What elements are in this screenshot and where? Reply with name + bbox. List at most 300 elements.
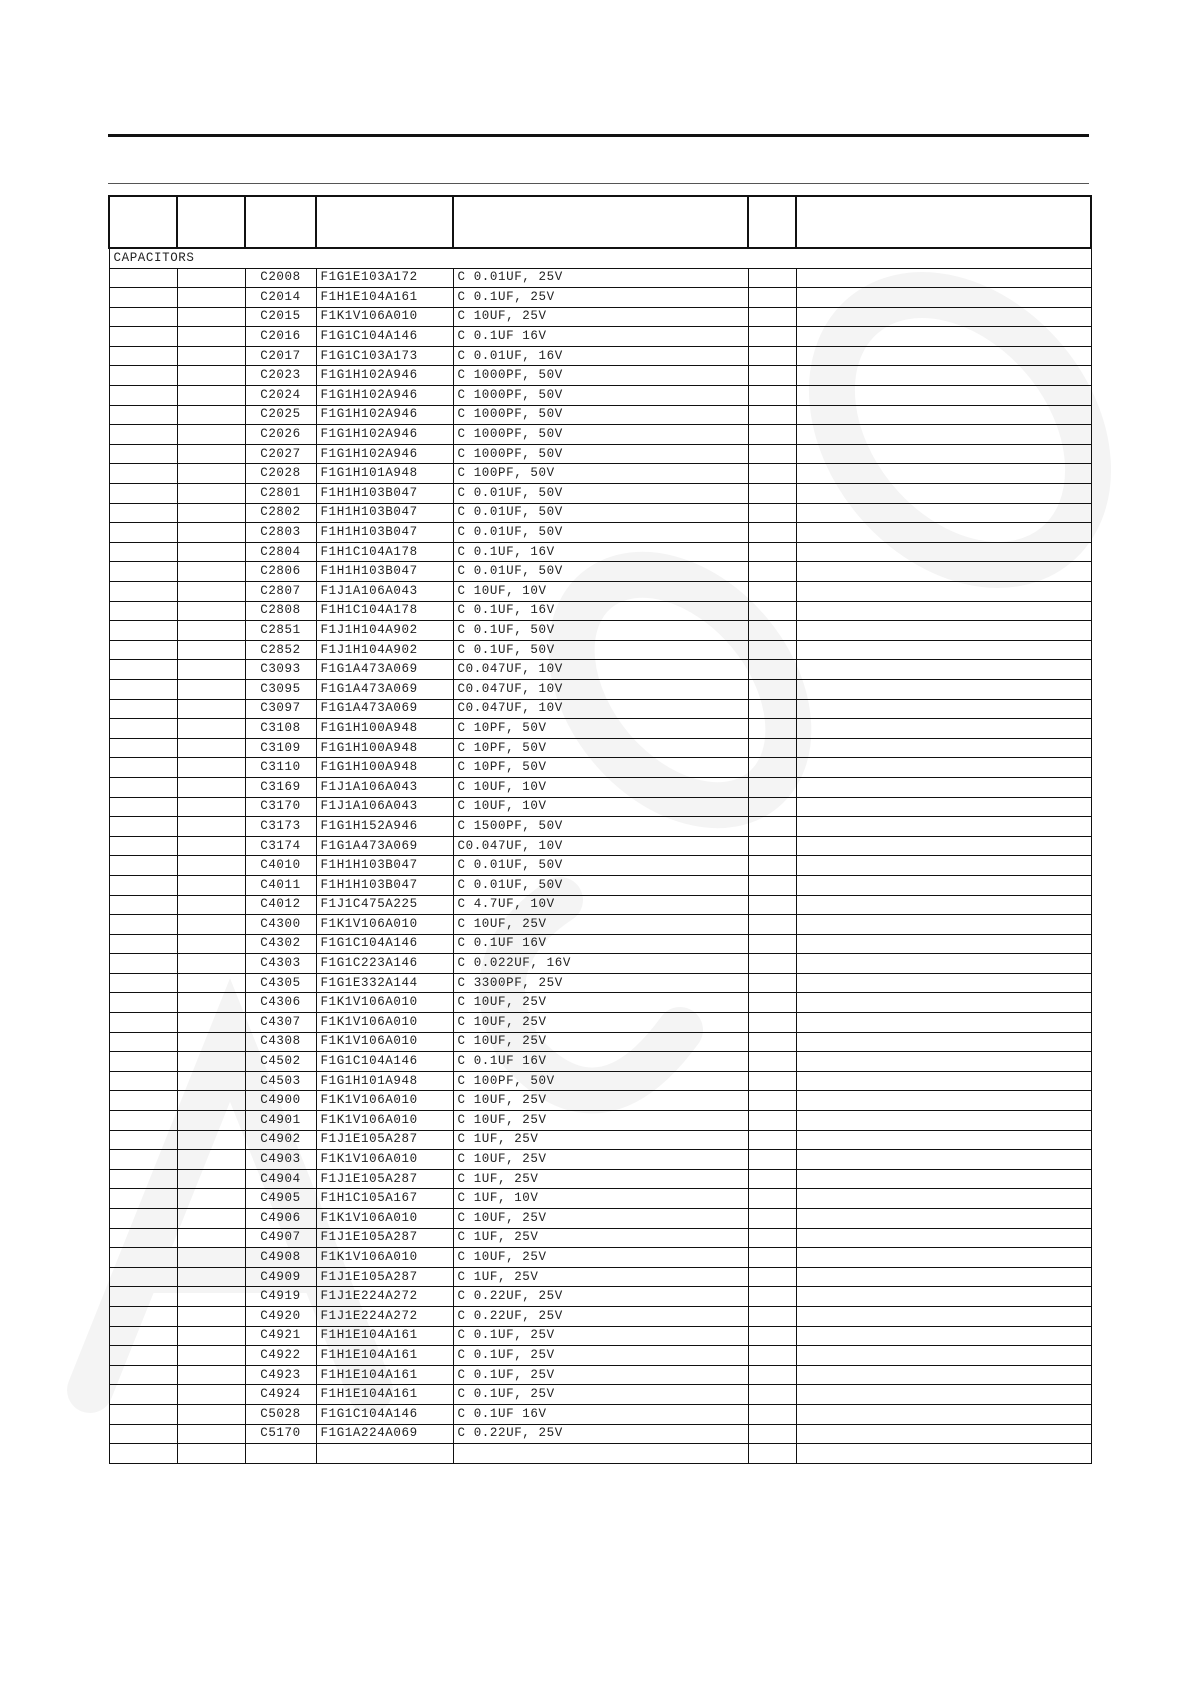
part-no-cell: F1H1C104A178	[316, 601, 453, 621]
ref-no-cell: C3097	[245, 699, 316, 719]
cell-empty	[177, 699, 245, 719]
cell-empty	[796, 1228, 1091, 1248]
part-no-cell: F1K1V106A010	[316, 993, 453, 1013]
cell-empty	[748, 777, 796, 797]
cell-empty	[177, 1287, 245, 1307]
cell-empty	[796, 1032, 1091, 1052]
part-no-cell: F1G1H102A946	[316, 366, 453, 386]
part-no-cell: F1H1E104A161	[316, 1346, 453, 1366]
table-row	[109, 1306, 1091, 1326]
table-row	[109, 1444, 1091, 1464]
cell-empty	[109, 1365, 177, 1385]
description-cell: C 0.1UF 16V	[453, 1052, 748, 1072]
part-no-cell: F1K1V106A010	[316, 1150, 453, 1170]
ref-no-cell: C3173	[245, 817, 316, 837]
cell-empty	[748, 954, 796, 974]
ref-no-cell: C4503	[245, 1071, 316, 1091]
ref-no-cell: C4012	[245, 895, 316, 915]
cell-empty	[748, 1306, 796, 1326]
cell-empty	[796, 1013, 1091, 1033]
cell-empty	[177, 1032, 245, 1052]
description-cell: C 0.1UF, 25V	[453, 1385, 748, 1405]
table-row	[109, 366, 1091, 386]
table-row	[109, 1287, 1091, 1307]
cell-empty	[748, 1071, 796, 1091]
table-row	[109, 405, 1091, 425]
description-cell: C 4.7UF, 10V	[453, 895, 748, 915]
part-no-cell: F1J1H104A902	[316, 621, 453, 641]
part-no-cell: F1K1V106A010	[316, 307, 453, 327]
cell-empty	[748, 523, 796, 543]
description-cell: C 10UF, 25V	[453, 307, 748, 327]
cell-empty	[177, 973, 245, 993]
cell-empty	[177, 915, 245, 935]
cell-empty	[796, 1287, 1091, 1307]
header-rule-thin	[108, 183, 1089, 184]
cell-empty	[109, 836, 177, 856]
cell-empty	[796, 640, 1091, 660]
table-row	[109, 1052, 1091, 1072]
description-cell: C 10UF, 25V	[453, 1091, 748, 1111]
cell-empty	[796, 660, 1091, 680]
table-row	[109, 993, 1091, 1013]
part-no-cell: F1G1H102A946	[316, 444, 453, 464]
table-row	[109, 738, 1091, 758]
part-no-cell: F1G1H101A948	[316, 1071, 453, 1091]
cell-empty	[748, 993, 796, 1013]
cell-empty	[796, 797, 1091, 817]
cell-empty	[748, 503, 796, 523]
cell-empty	[796, 484, 1091, 504]
cell-empty	[177, 895, 245, 915]
cell-empty	[109, 856, 177, 876]
cell-empty	[109, 386, 177, 406]
description-cell: C 1UF, 10V	[453, 1189, 748, 1209]
description-cell: C 1UF, 25V	[453, 1169, 748, 1189]
table-row	[109, 758, 1091, 778]
table-row	[109, 523, 1091, 543]
cell-empty	[796, 346, 1091, 366]
section-row	[109, 248, 1091, 268]
cell-empty	[109, 1228, 177, 1248]
cell-empty	[177, 405, 245, 425]
cell-empty	[109, 425, 177, 445]
cell-empty	[177, 1013, 245, 1033]
cell-empty	[796, 327, 1091, 347]
table-row	[109, 621, 1091, 641]
cell-empty	[177, 1091, 245, 1111]
description-cell: C0.047UF, 10V	[453, 836, 748, 856]
part-no-cell: F1K1V106A010	[316, 915, 453, 935]
ref-no-cell: C4923	[245, 1365, 316, 1385]
description-cell: C 0.022UF, 16V	[453, 954, 748, 974]
cell-empty	[748, 444, 796, 464]
part-no-cell: F1G1A473A069	[316, 699, 453, 719]
table-row	[109, 288, 1091, 308]
table-body	[109, 248, 1091, 1463]
ref-no-cell: C4306	[245, 993, 316, 1013]
cell-empty	[109, 621, 177, 641]
ref-no-cell: C4302	[245, 934, 316, 954]
part-no-cell: F1K1V106A010	[316, 1111, 453, 1131]
cell-empty	[748, 1326, 796, 1346]
description-cell: C 1UF, 25V	[453, 1267, 748, 1287]
cell-empty	[109, 660, 177, 680]
cell-empty	[109, 1150, 177, 1170]
description-cell: C 1500PF, 50V	[453, 817, 748, 837]
table-row	[109, 973, 1091, 993]
cell-empty	[109, 1326, 177, 1346]
description-cell: C 0.01UF, 50V	[453, 503, 748, 523]
cell-empty	[748, 856, 796, 876]
description-cell: C 0.1UF 16V	[453, 327, 748, 347]
ref-no-cell	[245, 1444, 316, 1464]
ref-no-cell: C2803	[245, 523, 316, 543]
cell-empty	[177, 1424, 245, 1444]
cell-empty	[748, 797, 796, 817]
ref-no-cell: C4900	[245, 1091, 316, 1111]
table-row	[109, 503, 1091, 523]
ref-no-cell: C2017	[245, 346, 316, 366]
table-row	[109, 1228, 1091, 1248]
part-no-cell: F1J1A106A043	[316, 797, 453, 817]
cell-empty	[796, 1424, 1091, 1444]
cell-empty	[177, 582, 245, 602]
description-cell: C 0.01UF, 50V	[453, 484, 748, 504]
table-row	[109, 582, 1091, 602]
cell-empty	[796, 993, 1091, 1013]
cell-empty	[748, 1248, 796, 1268]
cell-empty	[177, 484, 245, 504]
part-no-cell: F1G1H102A946	[316, 425, 453, 445]
part-no-cell: F1H1C105A167	[316, 1189, 453, 1209]
ref-no-cell: C2807	[245, 582, 316, 602]
cell-empty	[177, 1130, 245, 1150]
cell-empty	[177, 993, 245, 1013]
parts-list-table	[108, 195, 1092, 1464]
cell-empty	[796, 268, 1091, 288]
cell-empty	[109, 307, 177, 327]
ref-no-cell: C2801	[245, 484, 316, 504]
cell-empty	[109, 327, 177, 347]
ref-no-cell: C4502	[245, 1052, 316, 1072]
part-no-cell	[316, 1444, 453, 1464]
table-row	[109, 1189, 1091, 1209]
description-cell: C 0.1UF, 25V	[453, 1365, 748, 1385]
description-cell: C 0.01UF, 25V	[453, 268, 748, 288]
description-cell: C 100PF, 50V	[453, 1071, 748, 1091]
description-cell: C0.047UF, 10V	[453, 660, 748, 680]
part-no-cell: F1H1E104A161	[316, 1365, 453, 1385]
cell-empty	[109, 405, 177, 425]
part-no-cell: F1G1A224A069	[316, 1424, 453, 1444]
header-rule-thick	[108, 134, 1089, 137]
cell-empty	[748, 1287, 796, 1307]
part-no-cell: F1J1E105A287	[316, 1228, 453, 1248]
cell-empty	[109, 875, 177, 895]
ref-no-cell: C3093	[245, 660, 316, 680]
cell-empty	[748, 484, 796, 504]
cell-empty	[748, 307, 796, 327]
cell-empty	[748, 817, 796, 837]
ref-no-cell: C5170	[245, 1424, 316, 1444]
cell-empty	[177, 719, 245, 739]
cell-empty	[109, 758, 177, 778]
table-row	[109, 327, 1091, 347]
cell-empty	[748, 1032, 796, 1052]
cell-empty	[177, 346, 245, 366]
cell-empty	[177, 1444, 245, 1464]
description-cell: C 1000PF, 50V	[453, 405, 748, 425]
description-cell: C 0.1UF, 25V	[453, 1326, 748, 1346]
table-row	[109, 1326, 1091, 1346]
part-no-cell: F1K1V106A010	[316, 1013, 453, 1033]
cell-empty	[796, 1091, 1091, 1111]
cell-empty	[748, 1189, 796, 1209]
ref-no-cell: C2027	[245, 444, 316, 464]
part-no-cell: F1H1H103B047	[316, 523, 453, 543]
ref-no-cell: C4924	[245, 1385, 316, 1405]
cell-empty	[109, 582, 177, 602]
part-no-cell: F1H1H103B047	[316, 484, 453, 504]
table-row	[109, 425, 1091, 445]
part-no-cell: F1G1A473A069	[316, 836, 453, 856]
ref-no-cell: C4905	[245, 1189, 316, 1209]
table-row	[109, 1091, 1091, 1111]
part-no-cell: F1G1C104A146	[316, 934, 453, 954]
ref-no-cell: C2025	[245, 405, 316, 425]
ref-no-cell: C2016	[245, 327, 316, 347]
part-no-cell: F1H1E104A161	[316, 1385, 453, 1405]
cell-empty	[109, 719, 177, 739]
part-no-cell: F1J1H104A902	[316, 640, 453, 660]
cell-empty	[177, 797, 245, 817]
part-no-cell: F1G1H152A946	[316, 817, 453, 837]
cell-empty	[748, 679, 796, 699]
table-row	[109, 640, 1091, 660]
cell-empty	[748, 405, 796, 425]
cell-empty	[796, 856, 1091, 876]
cell-empty	[796, 542, 1091, 562]
table-row	[109, 1013, 1091, 1033]
cell-empty	[748, 346, 796, 366]
description-cell: C 10PF, 50V	[453, 758, 748, 778]
cell-empty	[109, 777, 177, 797]
header-cell	[177, 196, 245, 248]
cell-empty	[177, 738, 245, 758]
cell-empty	[748, 758, 796, 778]
table-row	[109, 1111, 1091, 1131]
cell-empty	[109, 1248, 177, 1268]
cell-empty	[796, 1326, 1091, 1346]
cell-empty	[109, 1346, 177, 1366]
ref-no-cell: C3169	[245, 777, 316, 797]
cell-empty	[177, 1189, 245, 1209]
part-no-cell: F1J1A106A043	[316, 582, 453, 602]
cell-empty	[109, 1111, 177, 1131]
description-cell: C 0.1UF, 25V	[453, 288, 748, 308]
cell-empty	[796, 562, 1091, 582]
cell-empty	[109, 738, 177, 758]
description-cell: C 10UF, 10V	[453, 797, 748, 817]
table-row	[109, 1385, 1091, 1405]
cell-empty	[748, 719, 796, 739]
table-row	[109, 1267, 1091, 1287]
description-cell: C 100PF, 50V	[453, 464, 748, 484]
cell-empty	[177, 934, 245, 954]
cell-empty	[177, 1385, 245, 1405]
part-no-cell: F1J1C475A225	[316, 895, 453, 915]
cell-empty	[177, 386, 245, 406]
ref-no-cell: C2024	[245, 386, 316, 406]
cell-empty	[748, 562, 796, 582]
cell-empty	[109, 288, 177, 308]
ref-no-cell: C2802	[245, 503, 316, 523]
cell-empty	[109, 562, 177, 582]
cell-empty	[796, 1150, 1091, 1170]
description-cell: C 10UF, 25V	[453, 1248, 748, 1268]
cell-empty	[109, 1169, 177, 1189]
cell-empty	[109, 503, 177, 523]
cell-empty	[796, 601, 1091, 621]
ref-no-cell: C4011	[245, 875, 316, 895]
cell-empty	[796, 973, 1091, 993]
ref-no-cell: C2028	[245, 464, 316, 484]
cell-empty	[748, 327, 796, 347]
table-header	[109, 196, 1091, 248]
cell-empty	[109, 895, 177, 915]
cell-empty	[109, 817, 177, 837]
cell-empty	[109, 1444, 177, 1464]
description-cell: C 10UF, 25V	[453, 1150, 748, 1170]
description-cell: C 0.01UF, 50V	[453, 523, 748, 543]
cell-empty	[748, 1424, 796, 1444]
cell-empty	[109, 1013, 177, 1033]
cell-empty	[796, 444, 1091, 464]
cell-empty	[177, 777, 245, 797]
cell-empty	[796, 503, 1091, 523]
cell-empty	[796, 1189, 1091, 1209]
cell-empty	[748, 973, 796, 993]
table-row	[109, 1150, 1091, 1170]
part-no-cell: F1K1V106A010	[316, 1032, 453, 1052]
ref-no-cell: C4921	[245, 1326, 316, 1346]
cell-empty	[109, 934, 177, 954]
description-cell: C0.047UF, 10V	[453, 699, 748, 719]
ref-no-cell: C4903	[245, 1150, 316, 1170]
ref-no-cell: C3108	[245, 719, 316, 739]
cell-empty	[796, 1404, 1091, 1424]
cell-empty	[796, 679, 1091, 699]
description-cell: C 0.1UF, 50V	[453, 640, 748, 660]
table-row	[109, 954, 1091, 974]
description-cell: C 0.1UF 16V	[453, 934, 748, 954]
table-row	[109, 268, 1091, 288]
table-row	[109, 934, 1091, 954]
table-row	[109, 386, 1091, 406]
ref-no-cell: C2026	[245, 425, 316, 445]
part-no-cell: F1J1E105A287	[316, 1130, 453, 1150]
cell-empty	[177, 503, 245, 523]
table-row	[109, 1209, 1091, 1229]
part-no-cell: F1J1E105A287	[316, 1267, 453, 1287]
ref-no-cell: C3110	[245, 758, 316, 778]
table-row	[109, 679, 1091, 699]
description-cell: C 0.22UF, 25V	[453, 1306, 748, 1326]
cell-empty	[796, 1267, 1091, 1287]
ref-no-cell: C4919	[245, 1287, 316, 1307]
cell-empty	[177, 327, 245, 347]
cell-empty	[796, 1248, 1091, 1268]
part-no-cell: F1H1H103B047	[316, 856, 453, 876]
cell-empty	[796, 621, 1091, 641]
cell-empty	[177, 562, 245, 582]
table-row	[109, 915, 1091, 935]
cell-empty	[109, 1267, 177, 1287]
part-no-cell: F1G1H102A946	[316, 386, 453, 406]
description-cell: C 10UF, 25V	[453, 1032, 748, 1052]
part-no-cell: F1G1H100A948	[316, 738, 453, 758]
ref-no-cell: C4906	[245, 1209, 316, 1229]
table-row	[109, 1130, 1091, 1150]
cell-empty	[748, 640, 796, 660]
description-cell: C 0.1UF, 16V	[453, 542, 748, 562]
part-no-cell: F1G1C104A146	[316, 1404, 453, 1424]
cell-empty	[109, 444, 177, 464]
cell-empty	[796, 1306, 1091, 1326]
cell-empty	[177, 307, 245, 327]
cell-empty	[796, 307, 1091, 327]
cell-empty	[109, 1189, 177, 1209]
ref-no-cell: C4920	[245, 1306, 316, 1326]
description-cell: C 0.1UF 16V	[453, 1404, 748, 1424]
cell-empty	[748, 1404, 796, 1424]
cell-empty	[177, 1248, 245, 1268]
cell-empty	[177, 660, 245, 680]
description-cell: C 0.22UF, 25V	[453, 1424, 748, 1444]
table-row	[109, 1032, 1091, 1052]
cell-empty	[748, 1111, 796, 1131]
cell-empty	[109, 973, 177, 993]
table-row	[109, 542, 1091, 562]
cell-empty	[177, 288, 245, 308]
ref-no-cell: C4305	[245, 973, 316, 993]
ref-no-cell: C2008	[245, 268, 316, 288]
ref-no-cell: C4010	[245, 856, 316, 876]
cell-empty	[177, 1052, 245, 1072]
table-row	[109, 895, 1091, 915]
cell-empty	[177, 621, 245, 641]
cell-empty	[177, 1267, 245, 1287]
table-row	[109, 875, 1091, 895]
cell-empty	[109, 993, 177, 1013]
description-cell: C 10UF, 10V	[453, 777, 748, 797]
cell-empty	[109, 1032, 177, 1052]
cell-empty	[177, 1150, 245, 1170]
cell-empty	[796, 1052, 1091, 1072]
description-cell: C 10UF, 10V	[453, 582, 748, 602]
cell-empty	[748, 268, 796, 288]
table-row	[109, 1071, 1091, 1091]
ref-no-cell: C2804	[245, 542, 316, 562]
cell-empty	[177, 1209, 245, 1229]
cell-empty	[177, 817, 245, 837]
table-row	[109, 777, 1091, 797]
description-cell: C 10PF, 50V	[453, 738, 748, 758]
cell-empty	[748, 366, 796, 386]
table-row	[109, 1424, 1091, 1444]
cell-empty	[748, 1365, 796, 1385]
